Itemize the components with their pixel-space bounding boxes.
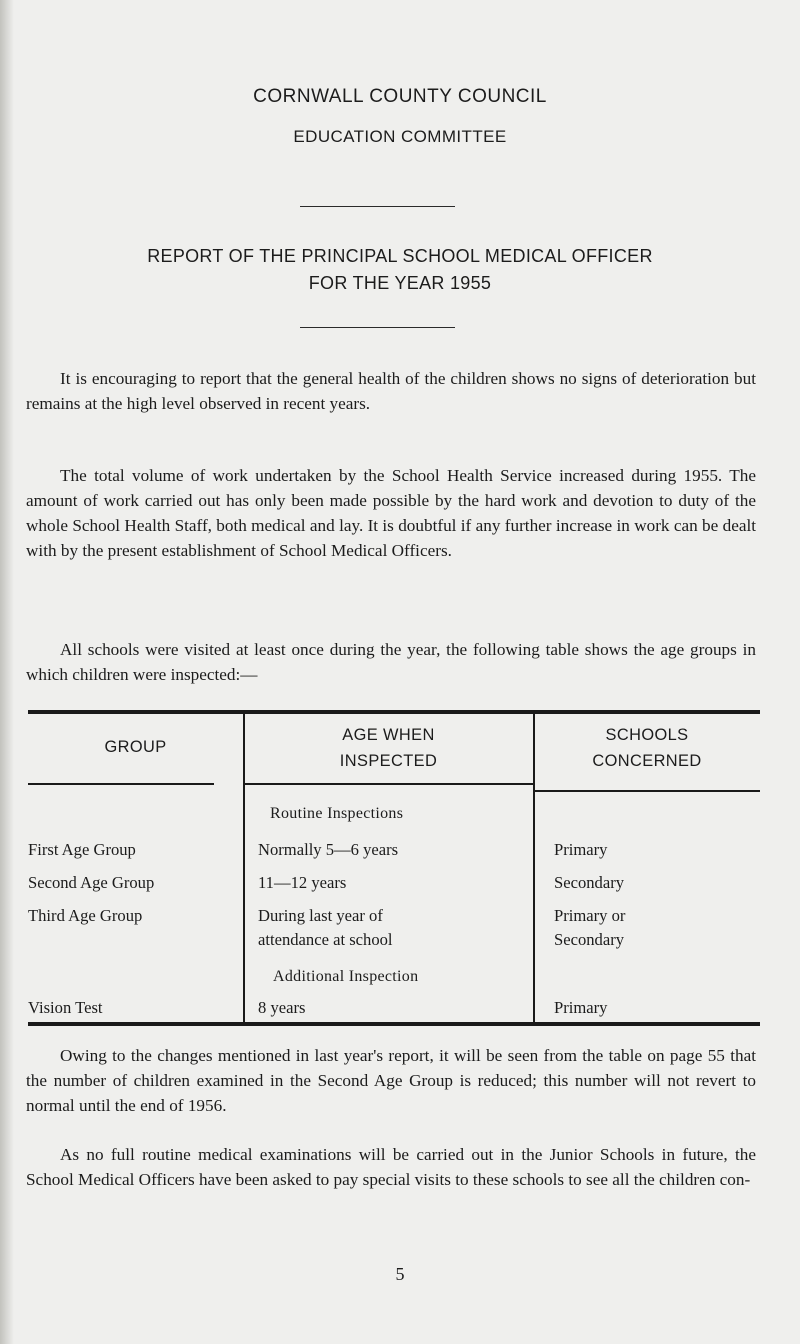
section-additional-inspection: Additional Inspection (273, 968, 419, 985)
header-underline-schools (534, 790, 760, 792)
header-schools-line2: CONCERNED (592, 752, 702, 770)
row-3-age-line2: attendance at school (258, 930, 393, 949)
paragraph-4: Owing to the changes mentioned in last year's report, it will be seen from the table on page 55 that the number of children examined in the Second Age Group is reduced; this number will not revert to normal until the end of 1956. (26, 1046, 756, 1115)
row-3-schools-line1: Primary or (554, 906, 626, 925)
age-groups-table (28, 710, 760, 1026)
report-title-line2: FOR THE YEAR 1955 (308, 273, 492, 293)
row-3-group: Third Age Group (28, 906, 143, 925)
row-3-age-line1: During last year of (258, 906, 383, 925)
paragraph-3: All schools were visited at least once during the year, the following table shows the age groups in which children were inspected:— (26, 640, 756, 684)
table-top-rule (28, 710, 760, 714)
header-underline-age (244, 783, 534, 785)
page-number: 5 (395, 1264, 405, 1284)
paragraph-5: As no full routine medical examinations will be carried out in the Junior Schools in future, the School Medical Officers have been asked to pay special visits to these schools to see all the children con- (26, 1145, 756, 1189)
divider-top (300, 206, 455, 207)
header-age-line1: AGE WHEN (342, 726, 435, 744)
divider-bottom (300, 327, 455, 328)
row-1-age: Normally 5—6 years (258, 840, 399, 859)
header-schools-line1: SCHOOLS (605, 726, 689, 744)
header-underline-group (28, 783, 214, 785)
row-2-age: 11—12 years (258, 873, 347, 892)
header-age-line2: INSPECTED (339, 752, 438, 770)
row-1-group: First Age Group (28, 840, 136, 859)
committee-title: EDUCATION COMMITTEE (293, 127, 507, 146)
row-3-schools-line2: Secondary (554, 930, 625, 949)
row-4-schools: Primary (554, 998, 608, 1017)
table-bottom-rule (28, 1022, 760, 1026)
row-1-schools: Primary (554, 840, 608, 859)
header-group: GROUP (104, 738, 167, 756)
row-2-schools: Secondary (554, 873, 625, 892)
row-4-age: 8 years (258, 998, 306, 1017)
council-title: CORNWALL COUNTY COUNCIL (253, 86, 547, 107)
row-2-group: Second Age Group (28, 873, 155, 892)
paragraph-1: It is encouraging to report that the general health of the children shows no signs of deterioration but remains at the high level observed in recent years. (26, 369, 756, 413)
page-edge-shadow (0, 0, 14, 1344)
paragraph-2: The total volume of work undertaken by the School Health Service increased during 1955. The amount of work carried out has only been made possible by the hard work and devotion to duty of the whole School Health Staff, both medical and lay. It is doubtful if any further increase in work can be dealt with by the present establishment of School Medical Officers. (26, 466, 756, 560)
report-title-line1: REPORT OF THE PRINCIPAL SCHOOL MEDICAL OFFICER (147, 246, 653, 266)
section-routine-inspections: Routine Inspections (270, 805, 404, 822)
row-4-group: Vision Test (28, 998, 103, 1017)
